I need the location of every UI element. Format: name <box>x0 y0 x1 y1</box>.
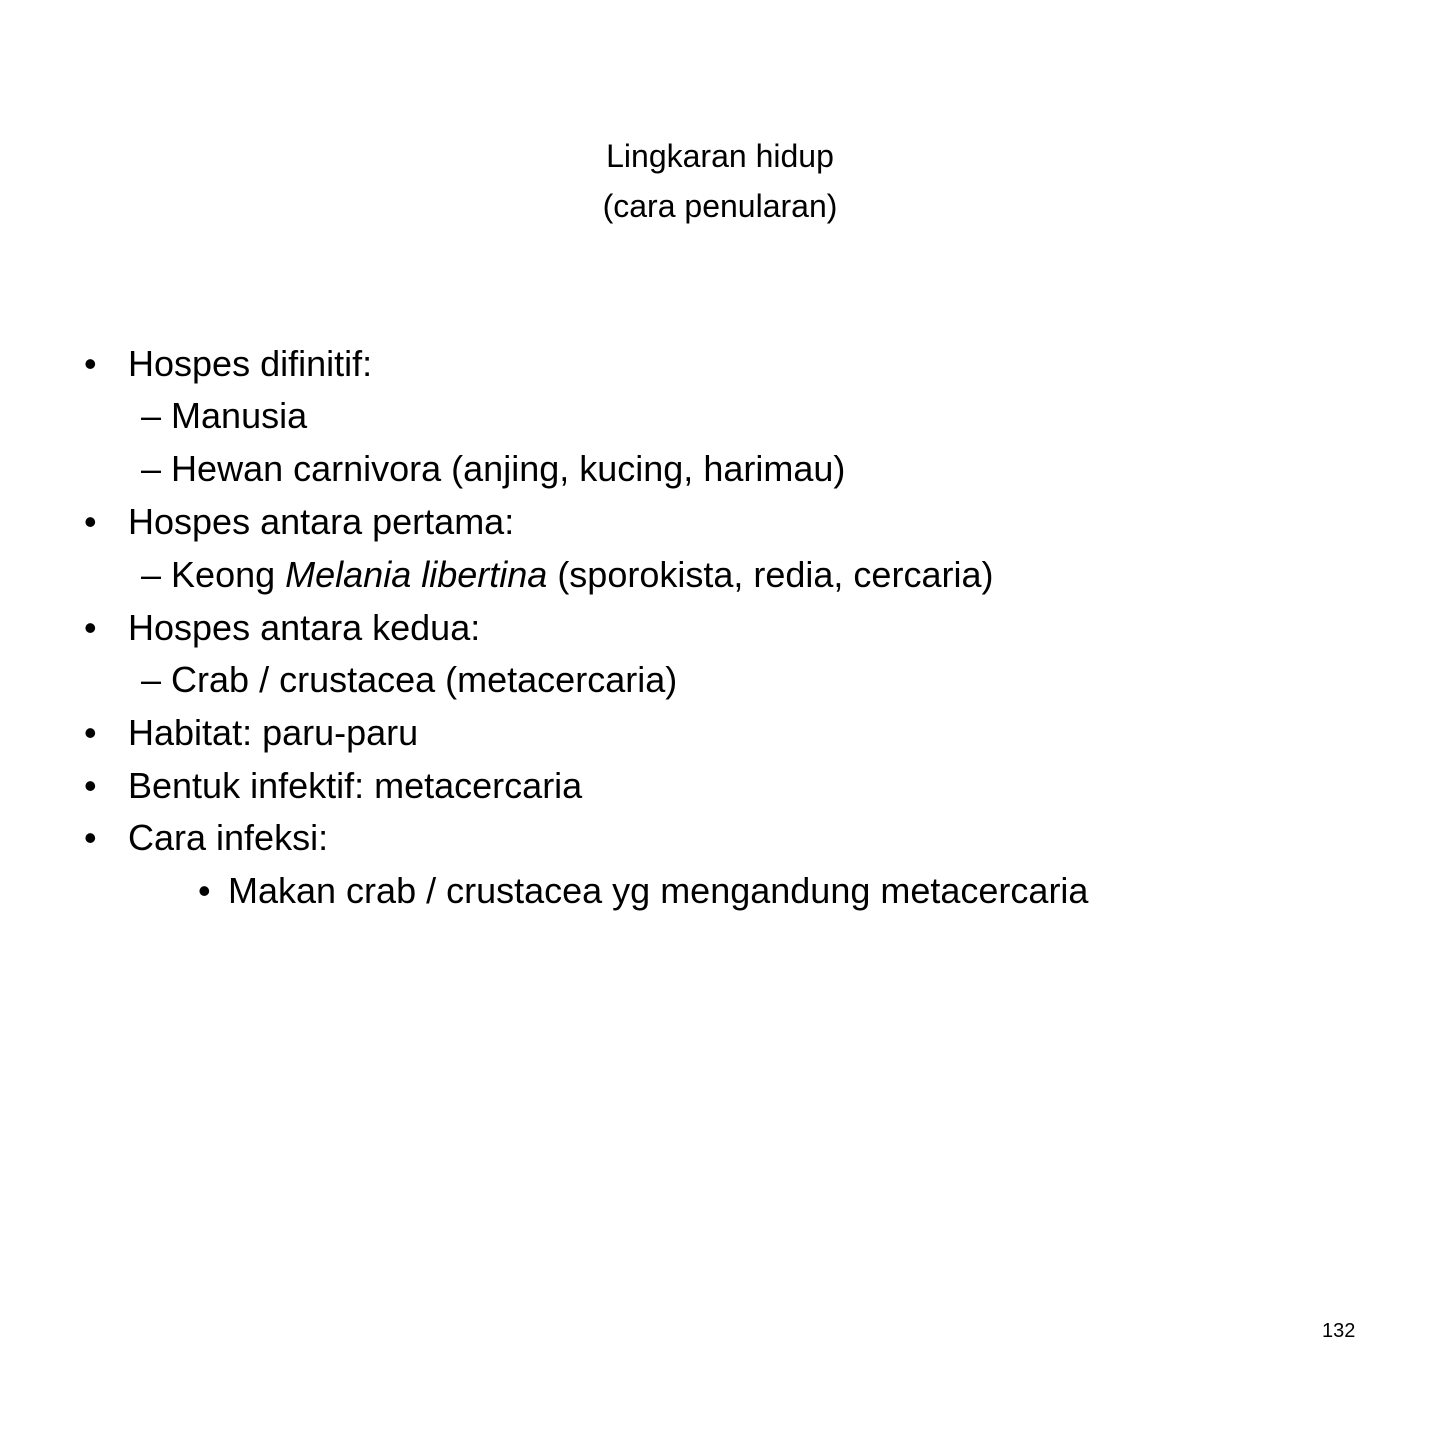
list-item: Hospes antara kedua: <box>128 607 481 648</box>
dash-icon: – <box>141 659 162 700</box>
species-name: Melania libertina <box>285 554 548 595</box>
list-item: Hospes difinitif: <box>128 343 373 384</box>
title-line-1: Lingkaran hidup <box>606 138 834 174</box>
sub-item-suffix: (sporokista, redia, cercaria) <box>547 554 994 595</box>
list-item: Habitat: paru-paru <box>128 712 419 753</box>
sub-list-item: Makan crab / crustacea yg mengandung metacercaria <box>228 870 1089 911</box>
dash-icon: – <box>141 395 162 436</box>
page-number: 132 <box>1322 1320 1356 1342</box>
list-item: Bentuk infektif: metacercaria <box>128 765 583 806</box>
bullet-icon: • <box>84 817 97 858</box>
list-item: Hospes antara pertama: <box>128 501 515 542</box>
bullet-icon: • <box>198 870 211 911</box>
title-line-2: (cara penularan) <box>602 188 838 224</box>
sub-list-item <box>141 658 677 702</box>
bullet-icon: • <box>84 501 97 542</box>
sub-list-item <box>141 553 993 597</box>
sub-item-text: Crab / crustacea (metacercaria) <box>171 659 678 700</box>
list-item: Cara infeksi: <box>128 817 329 858</box>
sub-item-text: Hewan carnivora (anjing, kucing, harimau) <box>171 448 846 489</box>
sub-list-item <box>141 447 845 491</box>
bullet-icon: • <box>84 343 97 384</box>
bullet-icon: • <box>84 712 97 753</box>
bullet-icon: • <box>84 607 97 648</box>
dash-icon: – <box>141 554 162 595</box>
dash-icon: – <box>141 448 162 489</box>
sub-item-text: Manusia <box>171 395 308 436</box>
sub-list-item <box>141 394 307 438</box>
sub-item-prefix: Keong <box>171 554 286 595</box>
bullet-icon: • <box>84 765 97 806</box>
